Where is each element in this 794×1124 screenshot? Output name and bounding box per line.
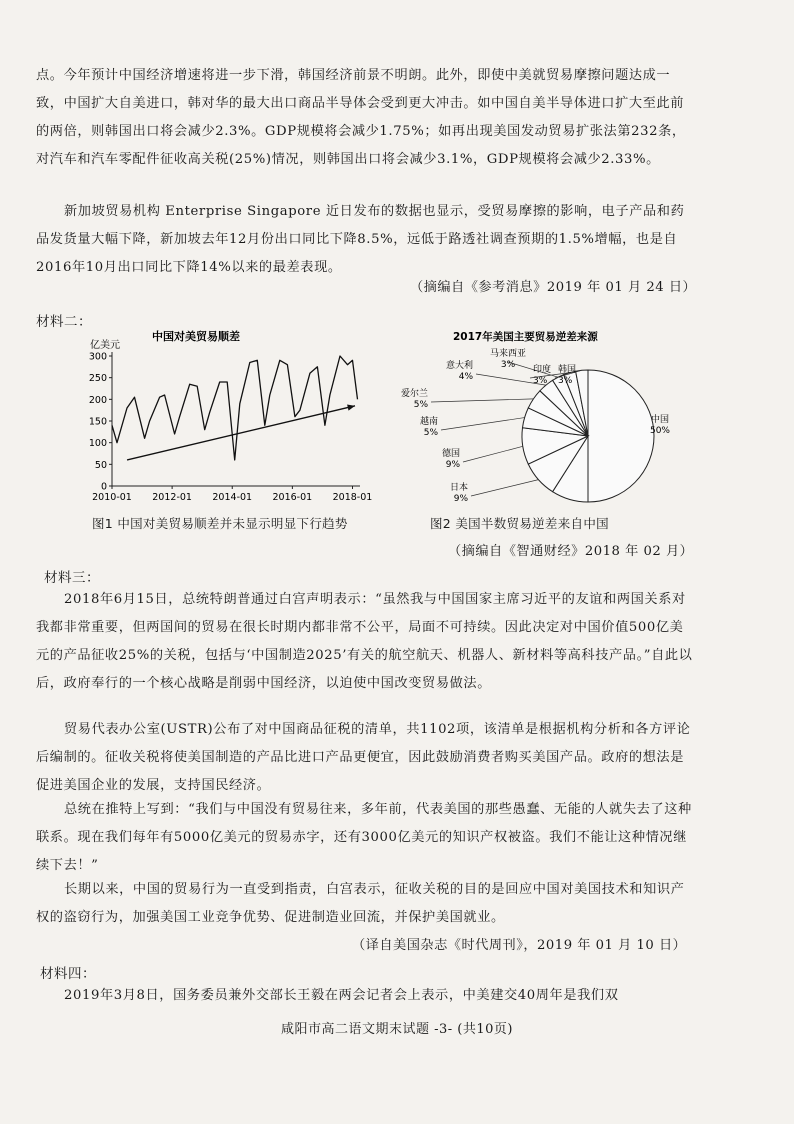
material3-paragraph-2: 贸易代表办公室(USTR)公布了对中国商品征税的清单，共1102项，该清单是根据机构分析和各方评论后编制的。征收关税将使美国制造的产品比进口产品更便宜，因此鼓励消费者购买美国产品。政府的想法是促进美国企业的发展，支持国民经济。 (36, 722, 691, 793)
figure1-caption: 图1 中国对美贸易顺差并未显示明显下行趋势 (92, 516, 348, 531)
line-chart-xtick-label: 2014-01 (212, 492, 253, 503)
trade-deficit-pie-chart (398, 326, 728, 516)
line-chart-ytick-label: 250 (88, 373, 107, 385)
pie-label-value: 9% (445, 460, 460, 470)
line-chart-ytick-label: 300 (88, 351, 107, 363)
pie-label-value: 50% (649, 426, 671, 436)
pie-label-name: 马来西亚 (489, 349, 527, 359)
line-chart-axes (112, 352, 360, 486)
pie-label-value: 4% (458, 372, 473, 382)
line-chart-trend (127, 405, 355, 460)
pie-label-name: 意大利 (445, 361, 473, 371)
pie-chart-slices (522, 370, 654, 502)
pie-leader-line (431, 399, 533, 402)
material2-source: （摘编自《智通财经》2018 年 02 月） (448, 544, 694, 559)
pie-label-name: 中国 (650, 415, 670, 425)
line-chart-series (112, 356, 358, 460)
line-chart-ytick-label: 50 (94, 459, 107, 471)
figure2-caption: 图2 美国半数贸易逆差来自中国 (430, 516, 609, 531)
pie-label-value: 3% (558, 376, 573, 386)
material4-label: 材料四： (40, 966, 96, 982)
material3-paragraph-4: 长期以来，中国的贸易行为一直受到指责，白宫表示，征收关税的目的是回应中国对美国技术和知识产权的盗窃行为，加强美国工业竞争优势、促进制造业回流，并保护美国就业。 (36, 882, 685, 925)
line-chart-xtick-label: 2016-01 (272, 492, 313, 503)
material3-paragraph-3: 总统在推特上写到：“我们与中国没有贸易往来，多年前，代表美国的那些愚蠢、无能的人就失去了这种联系。现在我们每年有5000亿美元的贸易赤字，还有3000亿美元的知识产权被盗。我们不能让这种情况继续下去！” (36, 802, 692, 873)
material4-paragraph-1: 2019年3月8日，国务委员兼外交部长王毅在两会记者会上表示，中美建交40周年是我们双 (64, 988, 619, 1003)
pie-label-name: 德国 (441, 449, 460, 459)
line-chart-xtick-label: 2018-01 (332, 492, 372, 503)
pie-leader-line (471, 480, 538, 496)
pie-chart-title: 2017年美国主要贸易逆差来源 (453, 331, 598, 343)
line-chart-ylabel: 亿美元 (90, 340, 120, 351)
material3-source: （译自美国杂志《时代周刊》，2019 年 01 月 10 日） (352, 938, 687, 953)
pie-label-name: 爱尔兰 (400, 389, 428, 399)
trade-surplus-line-chart (82, 326, 372, 511)
material3-paragraph-1: 2018年6月15日，总统特朗普通过白宫声明表示：“虽然我与中国国家主席习近平的友谊和两国关系对我都非常重要，但两国间的贸易在很长时期内都非常不公平，局面不可持续。因此决定对中国价值500亿美元的产品征收25%的关税，包括与‘中国制造2025’有关的航空航天、机器人、新材料等高科技产品。”自此以后，政府奉行的一个核心战略是削弱中国经济，以迫使中国改变贸易做法。 (36, 592, 693, 691)
material2-label: 材料二： (36, 314, 92, 330)
pie-label-value: 9% (453, 494, 468, 504)
material3-label: 材料三： (44, 570, 100, 586)
line-chart-title: 中国对美贸易顺差 (152, 330, 240, 343)
material1-paragraph-1: 点。今年预计中国经济增速将进一步下滑，韩国经济前景不明朗。此外，即使中美就贸易摩擦问题达成一致，中国扩大自美进口，韩对华的最大出口商品半导体会受到更大冲击。如中国自美半导体进口扩大至此前的两倍，则韩国出口将会减少2.3%。GDP规模将会减少1.75%；如再出现美国发动贸易扩张法第232条，对汽车和汽车零配件征收高关税(25%)情况，则韩国出口将会减少3.1%，GDP规模将会减少2.33%。 (36, 68, 686, 167)
line-chart-xticks (92, 486, 372, 503)
pie-label-name: 日本 (449, 483, 468, 493)
pie-label-name: 印度 (533, 365, 552, 375)
line-chart-ytick-label: 150 (88, 416, 107, 428)
line-chart-xtick-label: 2010-01 (92, 492, 132, 503)
pie-label-name: 越南 (419, 417, 438, 427)
line-chart-trend-line (127, 406, 355, 460)
line-chart-yticks (89, 352, 112, 493)
pie-label-value: 5% (413, 400, 428, 410)
line-chart-ytick-label: 0 (100, 481, 107, 493)
pie-label-value: 5% (423, 428, 438, 438)
page-footer: 咸阳市高二语文期末试题 -3- (共10页) (280, 1022, 513, 1037)
pie-label-name: 韩国 (558, 365, 577, 375)
pie-slice-0 (588, 370, 654, 502)
line-chart-series-line (112, 356, 358, 460)
pie-label-value: 3% (533, 376, 548, 386)
pie-label-value: 3% (500, 360, 516, 370)
material1-paragraph-2: 新加坡贸易机构 Enterprise Singapore 近日发布的数据也显示，受贸易摩擦的影响，电子产品和药品发货量大幅下降，新加坡去年12月份出口同比下降8.5%，远低于路透社调查预期的1.5%增幅，也是自2016年10月出口同比下降14%以来的最差表现。 (36, 204, 685, 275)
pie-leader-line (463, 446, 523, 462)
pie-leader-line (441, 418, 525, 430)
material1-source: （摘编自《参考消息》2019 年 01 月 24 日） (410, 280, 697, 295)
line-chart-xtick-label: 2012-01 (152, 492, 192, 503)
line-chart-ytick-label: 200 (88, 394, 107, 406)
line-chart-ytick-label: 100 (88, 438, 107, 450)
